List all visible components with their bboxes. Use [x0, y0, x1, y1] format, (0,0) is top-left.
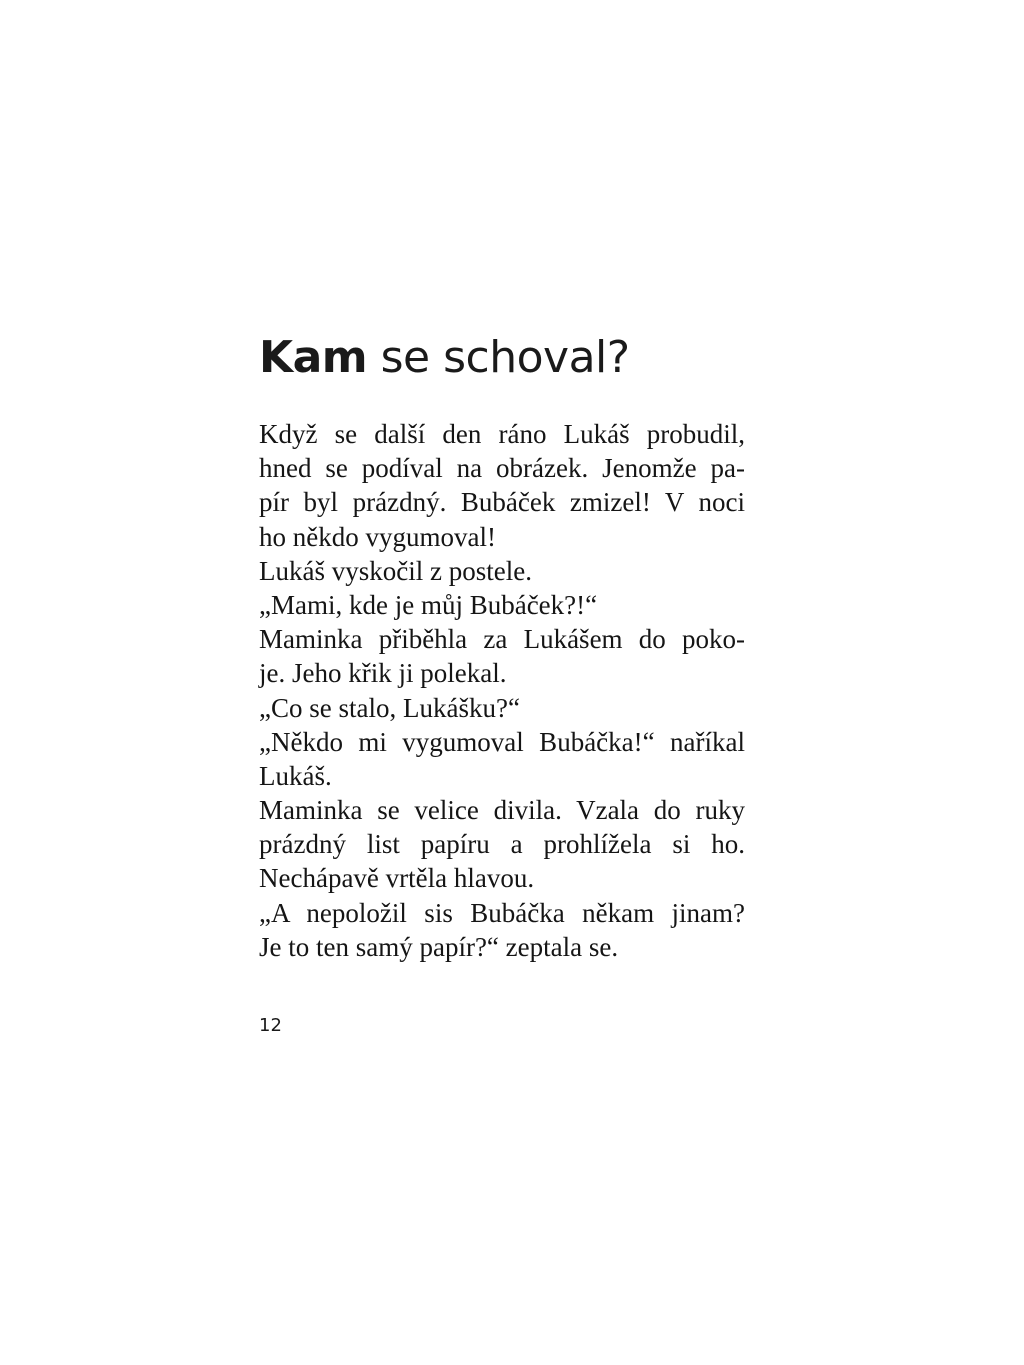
text-line: „Mami, kde je můj Bubáček?!“ — [259, 589, 598, 620]
text-line: „Co se stalo, Lukášku?“ — [259, 692, 520, 723]
chapter-title — [259, 330, 630, 386]
text-line: „Někdo mi vygumoval Bubáčka!“ naříkal — [259, 726, 745, 757]
text-line: Maminka přiběhla za Lukášem do poko- — [259, 624, 745, 655]
story-text — [259, 417, 745, 964]
text-line: je. Jeho křik ji polekal. — [259, 658, 507, 689]
page-number: 12 — [259, 1015, 282, 1036]
chapter-title-rest: se schoval? — [367, 332, 630, 383]
text-line: ho někdo vygumoval! — [259, 521, 496, 552]
text-line: Lukáš vyskočil z postele. — [259, 555, 532, 586]
text-line: Nechápavě vrtěla hlavou. — [259, 863, 535, 894]
text-line: prázdný list papíru a prohlížela si ho. — [259, 829, 745, 860]
text-line: Když se další den ráno Lukáš probudil, — [259, 419, 745, 449]
text-line: pír byl prázdný. Bubáček zmizel! V noci — [259, 487, 745, 518]
text-line: Je to ten samý papír?“ zeptala se. — [259, 931, 619, 962]
text-line: hned se podíval na obrázek. Jenomže pa- — [259, 453, 745, 484]
chapter-title-bold: Kam — [259, 332, 368, 383]
text-line: „A nepoložil sis Bubáčka někam jinam? — [259, 897, 745, 928]
text-line: Maminka se velice divila. Vzala do ruky — [259, 795, 745, 826]
text-line: Lukáš. — [259, 760, 332, 791]
